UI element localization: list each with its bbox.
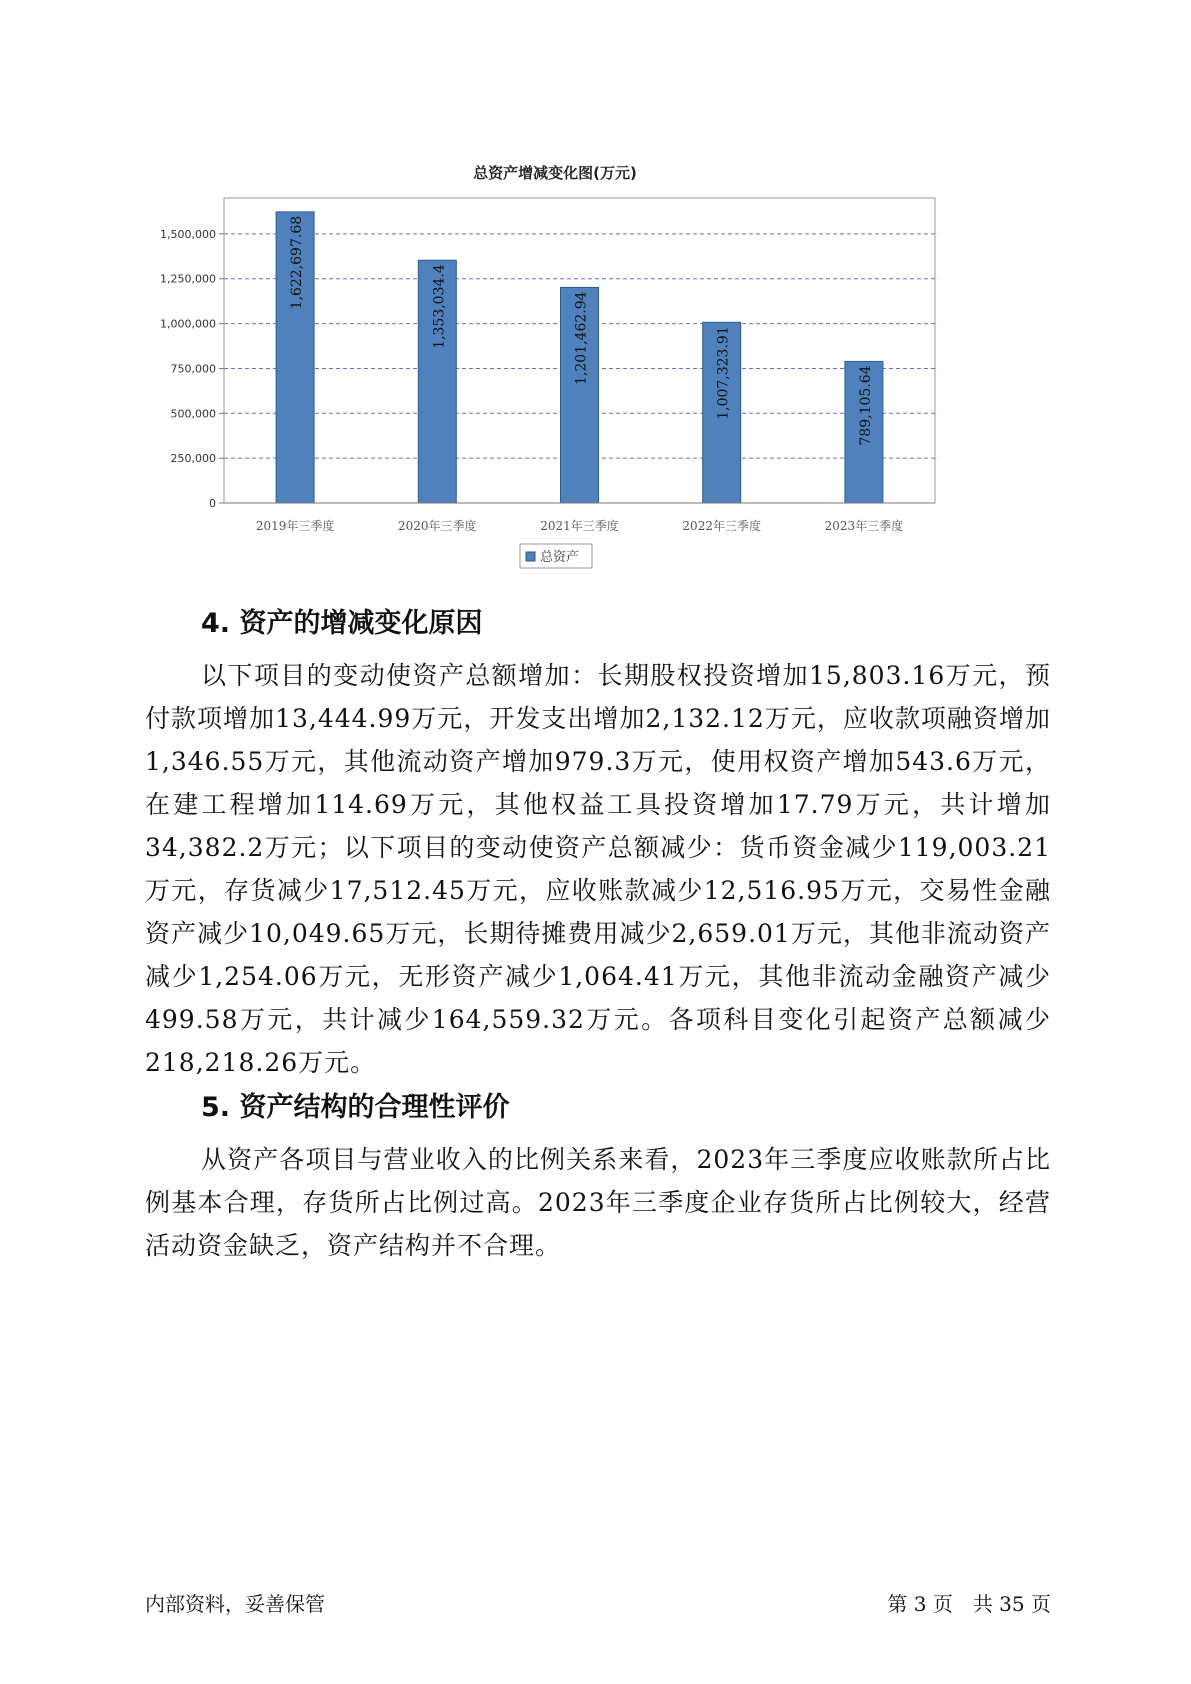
bar-value-label: 1,353,034.4 <box>431 264 448 349</box>
y-tick-label: 500,000 <box>170 407 216 421</box>
bar-value-label: 1,622,697.68 <box>289 215 306 310</box>
x-tick-label: 2022年三季度 <box>682 519 761 533</box>
section-5-heading: 5. 资产结构的合理性评价 <box>201 1092 510 1123</box>
section-4-paragraph: 以下项目的变动使资产总额增加：长期股权投资增加15,803.16万元，预付款项增加13,444.99万元，开发支出增加2,132.12万元，应收款项融资增加1,346.55万元，其他流动资产增加979.3万元，使用权资产增加543.6万元，在建工程增加114.69万元，其他权益工具投资增加17.79万元，共计增加34,382.2万元；以下项目的变动使资产总额减少：货币资金减少119,003.21万元，存货减少17,512.45万元，应收账款减少12,516.95万元，交易性金融资产减少10,049.65万元，长期待摊费用减少2,659.01万元，其他非流动资产减少1,254.06万元，无形资产减少1,064.41万元，其他非流动金融资产减少499.58万元，共计减少164,559.32万元。各项科目变化引起资产总额减少218,218.26万元。 <box>145 661 1051 1077</box>
bar-value-label: 1,007,323.91 <box>715 326 732 420</box>
legend-label: 总资产 <box>540 550 580 565</box>
y-tick-label: 250,000 <box>170 452 216 466</box>
y-tick-label: 1,250,000 <box>160 272 216 286</box>
bar-value-label: 1,201,462.94 <box>573 291 590 385</box>
y-tick-label: 1,000,000 <box>160 317 216 331</box>
chart-title: 总资产增减变化图(万元) <box>473 164 637 182</box>
footer-page-number: 第 3 页 共 35 页 <box>887 1592 1051 1616</box>
x-tick-label: 2019年三季度 <box>255 519 335 533</box>
legend-swatch <box>526 552 535 561</box>
x-tick-label: 2023年三季度 <box>824 519 904 533</box>
x-tick-label: 2020年三季度 <box>398 519 477 533</box>
total-assets-chart <box>150 160 1030 630</box>
y-tick-label: 750,000 <box>170 362 216 376</box>
footer-confidential-note: 内部资料，妥善保管 <box>145 1592 325 1616</box>
chart-canvas <box>150 160 1030 630</box>
x-tick-label: 2021年三季度 <box>540 519 619 533</box>
y-tick-label: 1,500,000 <box>160 227 216 241</box>
bar-value-label: 789,105.64 <box>857 365 874 446</box>
section-4-heading: 4. 资产的增减变化原因 <box>201 608 483 639</box>
section-5-paragraph: 从资产各项目与营业收入的比例关系来看，2023年三季度应收账款所占比例基本合理，存货所占比例过高。2023年三季度企业存货所占比例较大，经营活动资金缺乏，资产结构并不合理。 <box>145 1145 1051 1260</box>
y-tick-label: 0 <box>209 497 216 510</box>
